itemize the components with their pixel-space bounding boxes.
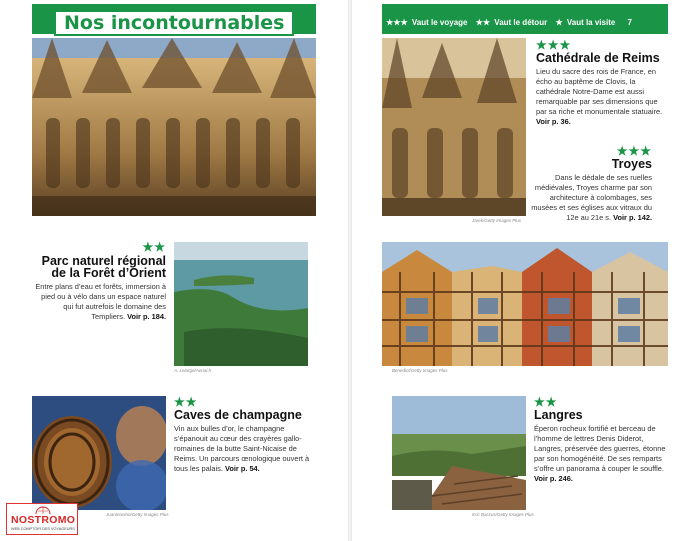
photo-credit-troyes: Benedict/Getty Images Plus <box>392 368 448 373</box>
cathedral-facade-photo <box>32 38 316 216</box>
title-orient-line1: Parc naturel régional <box>41 254 166 268</box>
text-orient-body: Entre plans d’eau et forêts, immersion à pied ou à vélo dans un espace naturel qui fut autrefois le domaine des Templiers. <box>35 282 166 321</box>
photo-credit-orient: A. Lelarge/Aerial.fr <box>174 368 212 373</box>
rating-stars-langres: ★★ <box>534 395 558 409</box>
nostromo-logo <box>6 503 78 535</box>
champagne-cellar-photo <box>32 396 166 510</box>
ref-langres[interactable]: Voir p. 246. <box>534 474 573 483</box>
text-troyes-body: Dans le dédale de ses ruelles médiévales, Troyes charme par son architecture à colombages, ses musées et ses églises aux vitraux du 12e au 21e s. <box>531 173 652 222</box>
text-troyes <box>530 173 652 223</box>
logo-tagline: WEB COMPTOIR DES VOYAGEURS <box>11 527 75 531</box>
legend-stars-3: ★★★ <box>386 18 408 27</box>
ref-orient[interactable]: Voir p. 184. <box>127 312 166 321</box>
rating-stars-champagne: ★★ <box>174 395 198 409</box>
text-orient <box>34 282 166 322</box>
text-reims <box>536 67 666 127</box>
logo-name: NOSTROMO <box>11 514 76 526</box>
section-title: Nos incontournables <box>54 10 294 36</box>
book-gutter <box>348 0 352 541</box>
title-champagne: Caves de champagne <box>174 408 302 422</box>
photo-credit-reims: Jarek/Getty Images Plus <box>472 218 522 223</box>
title-troyes: Troyes <box>611 157 652 171</box>
ref-champagne[interactable]: Voir p. 54. <box>224 464 260 473</box>
lake-forest-aerial-photo <box>174 242 308 366</box>
title-reims: Cathédrale de Reims <box>536 51 660 65</box>
reims-cathedral-photo <box>382 38 526 216</box>
logo-globe-icon <box>35 505 51 514</box>
rating-stars-troyes: ★★★ <box>616 144 652 158</box>
star-legend <box>380 18 632 27</box>
rating-stars-reims: ★★★ <box>536 38 572 52</box>
title-orient-line2: de la Forêt d’Orient <box>51 266 166 280</box>
ref-troyes[interactable]: Voir p. 142. <box>613 213 652 222</box>
page-number: 7 <box>627 18 632 27</box>
text-champagne <box>174 424 314 474</box>
text-langres-body: Éperon rocheux fortifié et berceau de l’homme de lettres Denis Diderot, Langres, préservée des guerres, étonne par son homogénéité. De ses remparts s’offre un panorama à couper le souffle. <box>534 424 666 473</box>
legend-stars-2: ★★ <box>475 18 491 27</box>
photo-credit-langres: Eric Baccus/Getty Images Plus <box>472 512 534 517</box>
text-reims-body: Lieu du sacre des rois de France, en écho au baptême de Clovis, la cathédrale Notre-Dame est aussi remarquable par ses dimensions que par sa riche et monumentale statuaire. <box>536 67 663 116</box>
right-header-bar <box>382 4 668 34</box>
rating-stars-orient: ★★ <box>142 240 166 254</box>
legend-label-2: Vaut le détour <box>494 18 548 27</box>
legend-label-1: Vaut la visite <box>566 18 616 27</box>
photo-credit-champagne: Juanmonino/Getty Images Plus <box>106 512 169 517</box>
ref-reims[interactable]: Voir p. 36. <box>536 117 571 126</box>
legend-label-3: Vaut le voyage <box>411 18 468 27</box>
langres-panorama-photo <box>392 396 526 510</box>
legend-stars-1: ★ <box>555 18 563 27</box>
text-langres <box>534 424 668 484</box>
title-langres: Langres <box>534 408 583 422</box>
troyes-houses-photo <box>382 242 668 366</box>
text-champagne-body: Vin aux bulles d’or, le champagne s’épanouit au cœur des crayères gallo-romaines de la butte Saint-Nicaise de Reims. Un parcours œnologique ouvert à tous les palais. <box>174 424 310 473</box>
